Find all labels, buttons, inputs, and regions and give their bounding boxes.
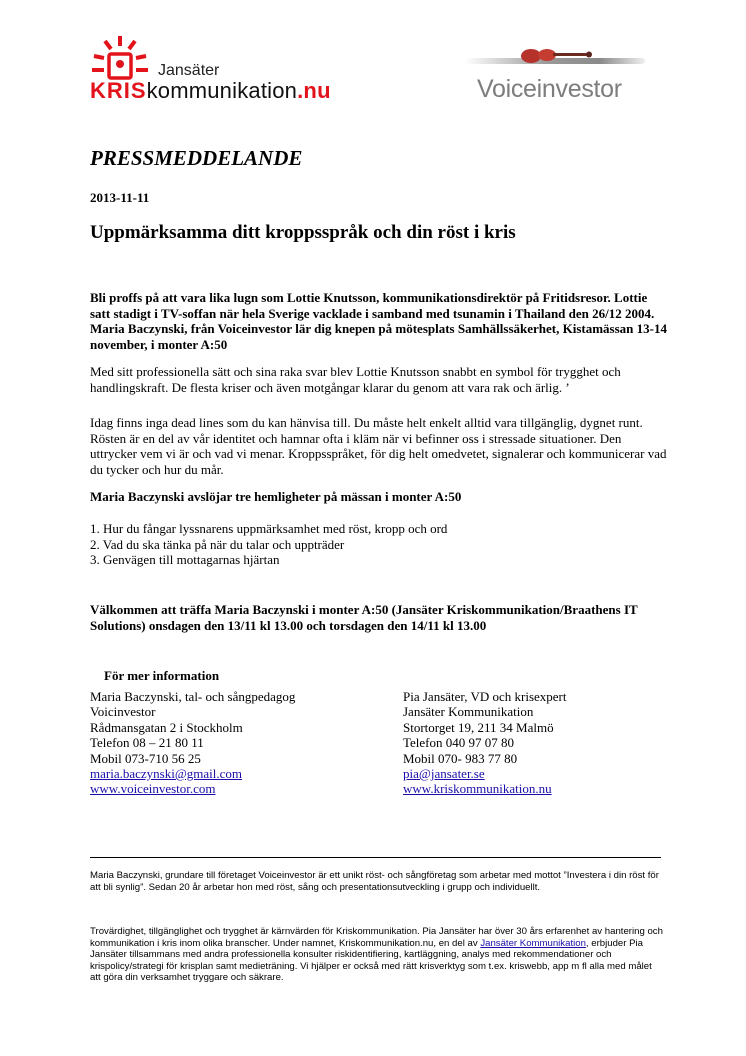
body-paragraph-1: Med sitt professionella sätt och sina raka svar blev Lottie Knutsson snabbt en symbol för trygghet och handlingskraft. De flesta kriser och även motgångar klarar du genom att vara rak och ärlig. ’ bbox=[90, 364, 621, 395]
contact-address: Stortorget 19, 211 34 Malmö bbox=[403, 719, 554, 735]
secrets-heading: Maria Baczynski avslöjar tre hemligheter på mässan i monter A:50 bbox=[90, 489, 462, 504]
voiceinvestor-logo bbox=[465, 36, 645, 106]
footer-paragraph-2 bbox=[90, 926, 665, 984]
contact-mobile: Mobil 073-710 56 25 bbox=[90, 750, 201, 766]
footer-text-before-link: Trovärdighet, tillgänglighet och trygghet är kärnvärden för Kriskommunikation. Pia Jansäter har över 30 års erfarenhet av hantering och kommunikation i kris inom olika branscher. Under namnet, Kriskommunikation.nu, en del av bbox=[90, 926, 663, 949]
footer-text-after-link: , erbjuder Pia Jansäter tillsammans med andra professionella konsulter riskidentifiering, kartläggning, analys med rekommendationer och krispolicy/strategi för krisplan samt medieträning. Vi hjälper er också med rätt krisverktyg som t.ex. kriswebb, app m fl alla med målet att göra din verksamhet tryggare och säkrare. bbox=[90, 937, 652, 984]
more-info-heading: För mer information bbox=[104, 668, 220, 683]
footer-paragraph-1: Maria Baczynski, grundare till företaget Voiceinvestor är ett unikt röst- och sångföretag som arbetar med mottot ”Investera i din röst för att bli synlig”. Sedan 20 år arbetar hon med röst, sång och presentationsutveckling i grupp och individuellt. bbox=[90, 870, 659, 893]
invitation-paragraph: Välkommen att träffa Maria Baczynski i monter A:50 (Jansäter Kriskommunikation/Braathens IT Solutions) onsdagen den 13/11 kl 13.00 och torsdagen den 14/11 kl 13.00 bbox=[90, 602, 638, 633]
contact-block-left bbox=[90, 689, 370, 797]
jansater-kommunikation-link[interactable]: Jansäter Kommunikation bbox=[480, 937, 586, 949]
logo-kommunikation: kommunikation bbox=[146, 78, 298, 103]
release-date: 2013-11-11 bbox=[90, 190, 150, 205]
list-item: 2. Vad du ska tänka på när du talar och uppträder bbox=[90, 536, 345, 552]
violin-icon bbox=[513, 42, 593, 64]
contact-phone: Telefon 040 97 07 80 bbox=[403, 735, 515, 751]
headline: Uppmärksamma ditt kroppsspråk och din röst i kris bbox=[90, 222, 516, 243]
contact-block-right bbox=[403, 689, 683, 797]
kriskommunikation-logo bbox=[90, 34, 350, 104]
lead-paragraph: Bli proffs på att vara lika lugn som Lottie Knutsson, kommunikationsdirektör på Fritidsresor. Lottie satt stadigt i TV-soffan när hela Sverige vacklade i samband med tsunamin i Thailand den 26/12 2004. Maria Baczynski, från Voiceinvestor lär dig knepen på mötesplats Samhällssäkerhet, Kistamässan 13-14 november, i monter A:50 bbox=[90, 290, 667, 352]
logo-nu: .nu bbox=[297, 78, 331, 103]
contact-address: Rådmansgatan 2 i Stockholm bbox=[90, 719, 243, 735]
footer-divider bbox=[90, 857, 661, 858]
email-link[interactable]: pia@jansater.se bbox=[403, 765, 485, 781]
contact-company: Voicinvestor bbox=[90, 704, 156, 720]
secrets-list bbox=[90, 521, 670, 568]
logo-wordmark bbox=[90, 78, 331, 104]
website-link[interactable]: www.kriskommunikation.nu bbox=[403, 781, 552, 797]
list-item: 3. Genvägen till mottagarnas hjärtan bbox=[90, 552, 280, 568]
logo-kris: KRIS bbox=[90, 78, 147, 103]
contact-company: Jansäter Kommunikation bbox=[403, 704, 534, 720]
list-item: 1. Hur du fångar lyssnarens uppmärksamhet med röst, kropp och ord bbox=[90, 521, 448, 536]
document-type: PRESSMEDDELANDE bbox=[90, 146, 303, 170]
body-paragraph-2: Idag finns inga dead lines som du kan hänvisa till. Du måste helt enkelt alltid vara tillgänglig, dygnet runt. Rösten är en del av vår identitet och hamnar ofta i kläm när vi befinner oss i stressade situationer. Den uttrycker vem vi är och vad vi menar. Kroppsspråket, för dig helt omedvetet, signalerar och kommunicerar vad du tycker och hur du mår. bbox=[90, 415, 667, 477]
contact-name: Pia Jansäter, VD och krisexpert bbox=[403, 689, 567, 704]
website-link[interactable]: www.voiceinvestor.com bbox=[90, 781, 216, 797]
contact-name: Maria Baczynski, tal- och sångpedagog bbox=[90, 689, 296, 704]
contact-mobile: Mobil 070- 983 77 80 bbox=[403, 750, 518, 766]
logo-voiceinvestor-text: Voiceinvestor bbox=[477, 75, 622, 103]
logo-small-text: Jansäter bbox=[158, 62, 220, 79]
contact-phone: Telefon 08 – 21 80 11 bbox=[90, 735, 204, 751]
email-link[interactable]: maria.baczynski@gmail.com bbox=[90, 765, 243, 781]
